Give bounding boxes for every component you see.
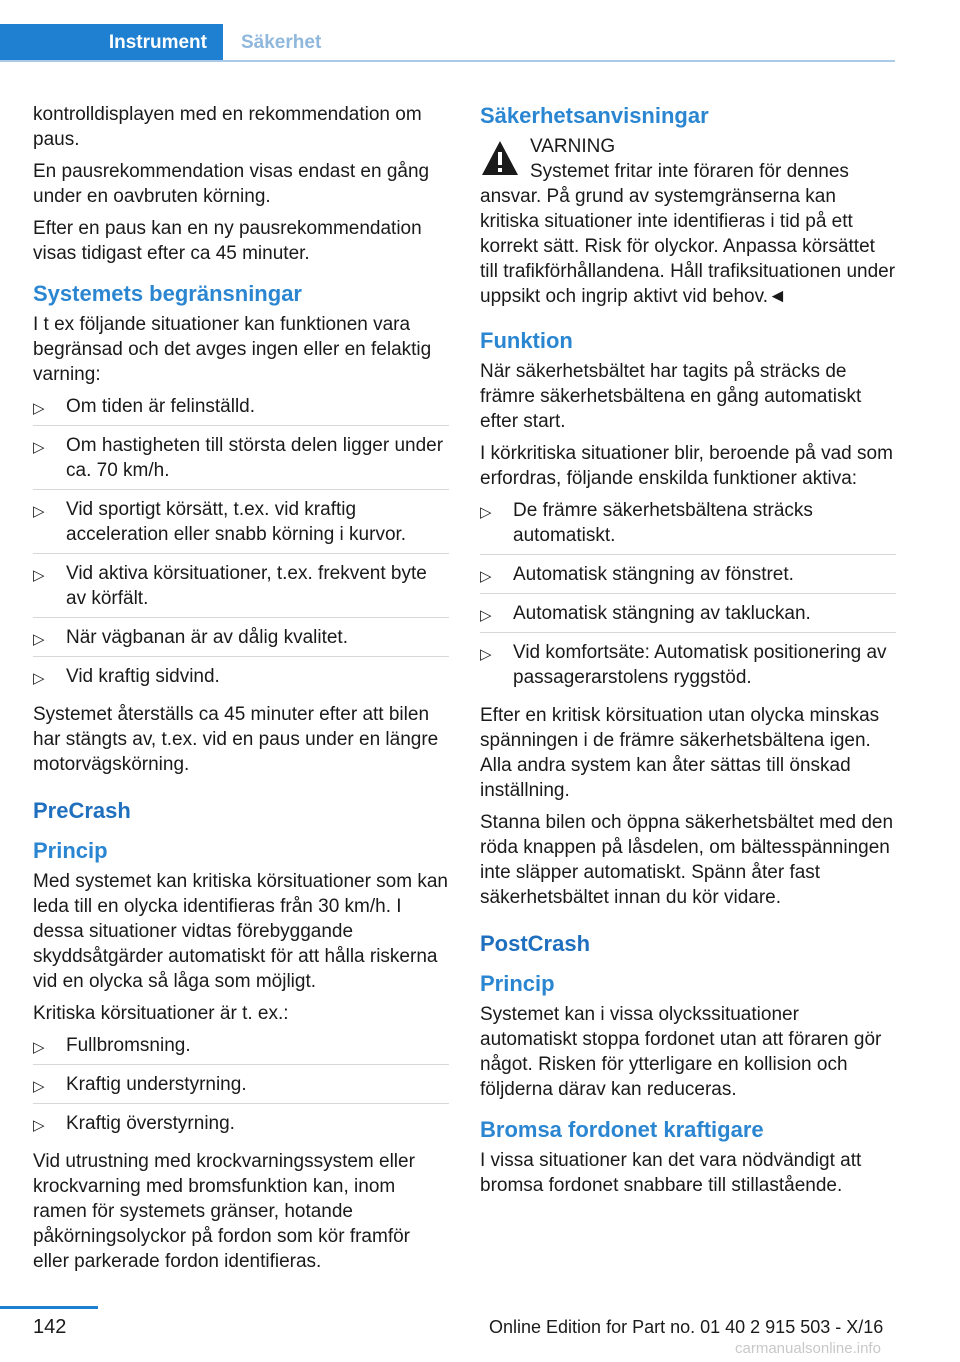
heading-brake: Bromsa fordonet kraftigare <box>480 1117 764 1142</box>
heading-funktion: Funktion <box>480 328 573 353</box>
triangle-bullet-icon: ▷ <box>33 439 45 456</box>
triangle-bullet-icon: ▷ <box>33 1117 45 1134</box>
list-item: ▷ Om tiden är felinställd. <box>33 394 449 426</box>
list-item: ▷ Fullbromsning. <box>33 1033 449 1065</box>
heading-postcrash: PostCrash <box>480 931 591 956</box>
triangle-bullet-icon: ▷ <box>33 1039 45 1056</box>
paragraph: När säkerhetsbältet har tagits på sträcks de främre säkerhetsbältena en gång automatiskt efter start. <box>480 361 862 432</box>
paragraph: kontrolldisplayen med en rekommendation om paus. <box>33 104 422 150</box>
paragraph: I vissa situationer kan det vara nödvändigt att bromsa fordonet snabbare till stillastående. <box>480 1150 862 1196</box>
paragraph: Systemet återställs ca 45 minuter efter att bilen har stängts av, t.ex. vid en paus under en längre motorvägskörning. <box>33 704 439 775</box>
functions-list <box>480 498 896 696</box>
heading-princip: Princip <box>480 971 555 996</box>
heading-safety: Säkerhetsanvisningar <box>480 103 709 128</box>
triangle-bullet-icon: ▷ <box>480 646 492 663</box>
list-item: ▷ Automatisk stängning av takluckan. <box>480 601 896 633</box>
header-divider <box>0 60 895 62</box>
triangle-bullet-icon: ▷ <box>33 1078 45 1095</box>
list-item: ▷ Vid sportigt körsätt, t.ex. vid kraftig acceleration eller snabb körning i kurvor. <box>33 497 449 554</box>
paragraph: Efter en kritisk körsituation utan olycka minskas spänningen i de främre säkerhetsbältena igen. Alla andra system kan åter sättas till önskad inställning. <box>480 705 880 801</box>
list-item: ▷ Vid komfortsäte: Automatisk positionering av passagerarstolens ryggstöd. <box>480 642 887 688</box>
list-item: ▷ När vägbanan är av dålig kvalitet. <box>33 625 449 657</box>
triangle-bullet-icon: ▷ <box>33 567 45 584</box>
list-item: ▷ Kraftig understyrning. <box>33 1072 449 1104</box>
triangle-bullet-icon: ▷ <box>33 400 45 417</box>
paragraph: Stanna bilen och öppna säkerhetsbältet med den röda knappen på låsdelen, om bältesspänningen inte släpper automatiskt. Spänn åter fast säkerhetsbältet innan du kör vidare. <box>480 812 894 908</box>
paragraph: En pausrekommendation visas endast en gång under en oavbruten körning. <box>33 161 430 207</box>
triangle-bullet-icon: ▷ <box>480 607 492 624</box>
warning-triangle-icon <box>480 138 520 178</box>
heading-precrash: PreCrash <box>33 798 131 823</box>
left-column <box>33 102 449 1281</box>
paragraph: Med systemet kan kritiska körsituationer som kan leda till en olycka identifieras från 30 km/h. I dessa situationer vidtas förebyggande skyddsåtgärder automatiskt för att hålla riskerna vid en olycka så låga som möjligt. <box>33 871 448 992</box>
paragraph: I körkritiska situationer blir, beroende på vad som erfordras, följande enskilda funktioner aktiva: <box>480 443 893 489</box>
list-item: ▷ De främre säkerhetsbältena sträcks automatiskt. <box>480 498 896 555</box>
triangle-bullet-icon: ▷ <box>33 503 45 520</box>
triangle-bullet-icon: ▷ <box>33 631 45 648</box>
list-item: ▷ Vid kraftig sidvind. <box>33 664 449 695</box>
list-item: ▷ Kraftig överstyrning. <box>33 1111 449 1142</box>
list-item: ▷ Automatisk stängning av fönstret. <box>480 562 896 594</box>
paragraph: Kritiska körsituationer är t. ex.: <box>33 1003 289 1024</box>
page-header <box>0 0 960 64</box>
edition-text: Online Edition for Part no. 01 40 2 915 503 - X/16 <box>489 1317 884 1337</box>
triangle-bullet-icon: ▷ <box>480 568 492 585</box>
list-item: ▷ Om hastigheten till största delen ligger under ca. 70 km/h. <box>33 433 449 490</box>
paragraph: I t ex följande situationer kan funktionen vara begränsad och det avges ingen eller en felaktig varning: <box>33 314 432 385</box>
tab-sakerhet[interactable]: Säkerhet <box>241 31 322 53</box>
watermark: carmanualsonline.info <box>735 1340 881 1357</box>
warning-title: VARNING <box>530 136 616 157</box>
page-number: 142 <box>33 1316 67 1338</box>
critical-list <box>33 1033 449 1142</box>
tab-instrument[interactable]: Instrument <box>0 24 223 61</box>
triangle-bullet-icon: ▷ <box>33 670 45 687</box>
footer-divider <box>0 1306 98 1309</box>
limits-list <box>33 394 449 695</box>
right-column <box>480 102 896 1205</box>
heading-system-limits: Systemets begränsningar <box>33 281 302 306</box>
warning-text: Systemet fritar inte föraren för dennes ansvar. På grund av systemgränserna kan kritiska situationer inte identifieras i tid på ett korrekt sätt. Risk för olyckor. Anpassa körsättet till trafikförhållandena. Håll trafiksituationen under uppsikt och ingrip aktivt vid behov.◄ <box>480 161 896 307</box>
paragraph: Systemet kan i vissa olyckssituationer automatiskt stoppa fordonet utan att föraren gör något. Risken för ytterligare en kollision och följderna därav kan reduceras. <box>480 1004 882 1100</box>
triangle-bullet-icon: ▷ <box>480 504 492 521</box>
heading-princip: Princip <box>33 838 108 863</box>
warning-box <box>480 134 896 309</box>
list-item: ▷ Vid aktiva körsituationer, t.ex. frekvent byte av körfält. <box>33 561 449 618</box>
paragraph: Efter en paus kan en ny pausrekommendation visas tidigast efter ca 45 minuter. <box>33 218 422 264</box>
paragraph: Vid utrustning med krockvarningssystem eller krockvarning med bromsfunktion kan, inom ramen för systemets gränser, hotande påkörningsolyckor på fordon som kör framför eller parkerade fordon identifieras. <box>33 1151 415 1272</box>
